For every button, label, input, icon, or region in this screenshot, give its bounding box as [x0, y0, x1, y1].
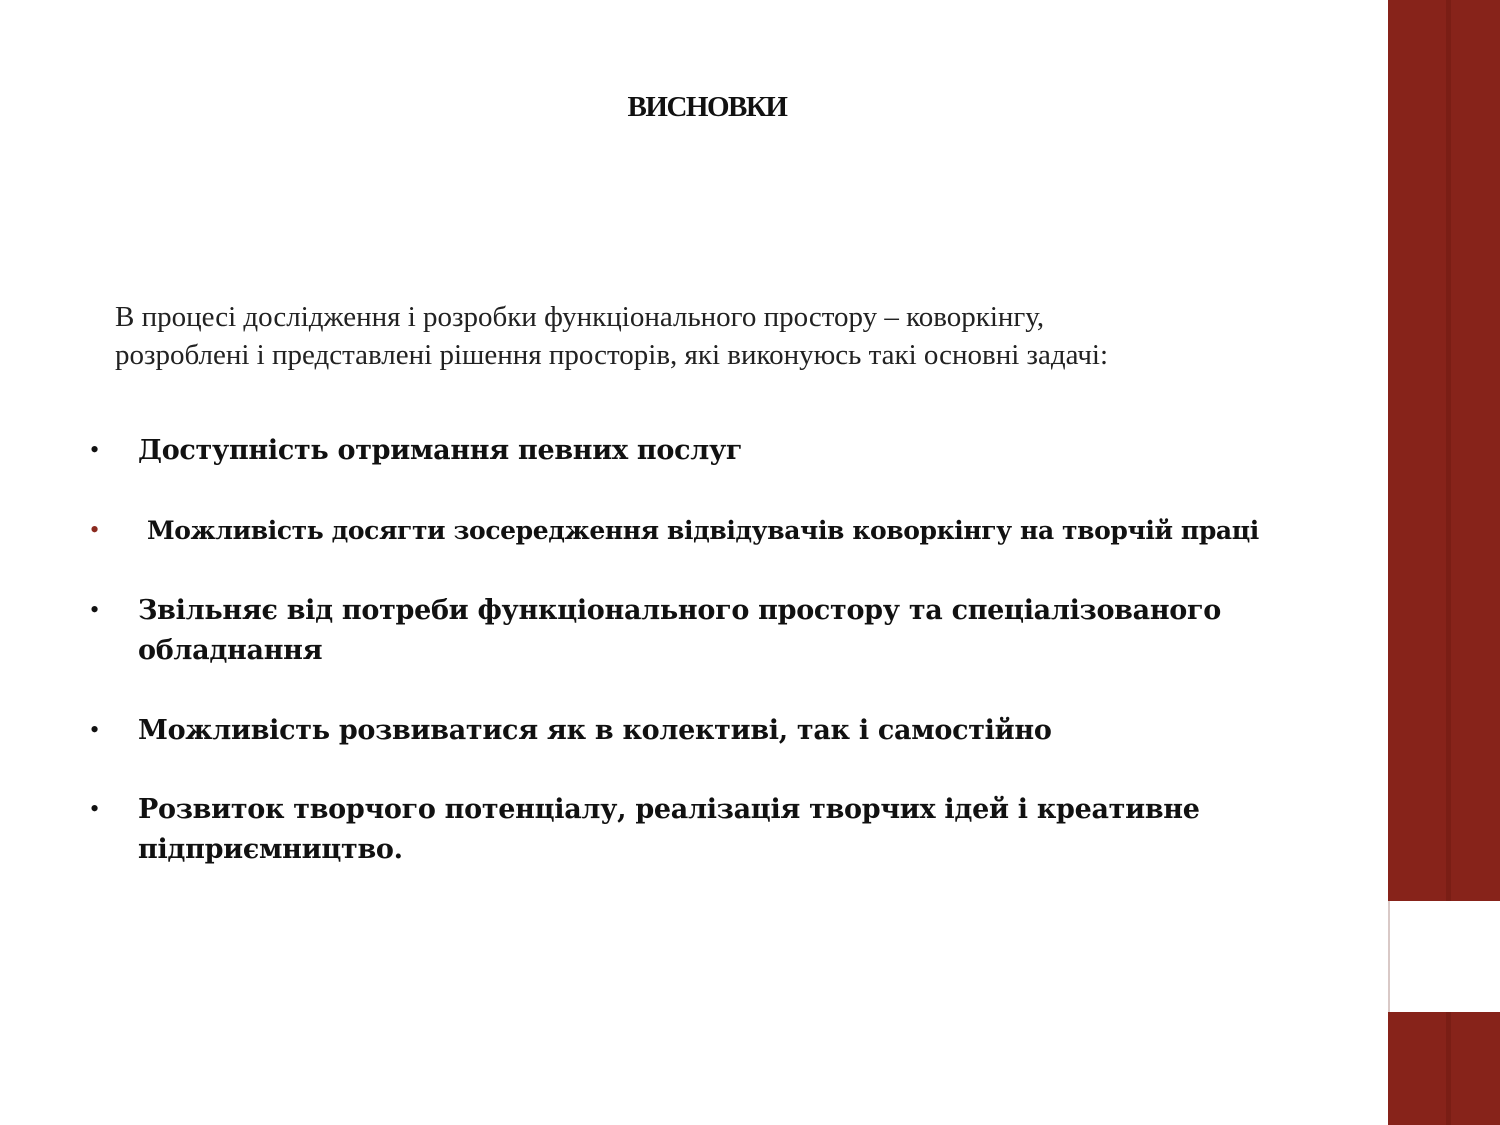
- bullet-line: Можливість розвиватися як в колективі, так і самостійно: [138, 715, 1052, 746]
- slide-title: ВИСНОВКИ: [627, 91, 787, 123]
- decorative-band-gap: [1388, 901, 1500, 1012]
- intro-line: В процесі дослідження і розробки функціонального простору – коворкінгу,: [115, 301, 1045, 333]
- bullet-line: Звільняє від потреби функціонального простору та спеціалізованого: [138, 595, 1221, 626]
- bullet-line: Можливість досягти зосередження відвідувачів коворкінгу на творчій праці: [147, 516, 1259, 545]
- bullet-line: обладнання: [138, 635, 323, 666]
- decorative-band-gap-edge: [1388, 901, 1390, 1012]
- bullet-line: Доступність отримання певних послуг: [138, 435, 743, 466]
- bullet-symbol: •: [90, 515, 100, 544]
- bullet-symbol: •: [90, 715, 100, 744]
- bullet-text: [138, 790, 1338, 870]
- bullet-text: [147, 511, 1347, 551]
- bullet-text: [138, 591, 1338, 671]
- bullet-line: Розвиток творчого потенціалу, реалізація творчих ідей і креативне: [138, 794, 1200, 825]
- bullet-line: підприємництво.: [138, 834, 403, 865]
- bullet-text: [138, 431, 1338, 471]
- bullet-symbol: •: [90, 435, 100, 464]
- bullet-symbol: •: [90, 595, 100, 624]
- bullet-symbol: •: [90, 794, 100, 823]
- intro-paragraph: [115, 298, 1315, 374]
- intro-line: розроблені і представлені рішення просторів, які виконуюсь такі основні задачі:: [115, 339, 1109, 371]
- bullet-text: [138, 711, 1338, 751]
